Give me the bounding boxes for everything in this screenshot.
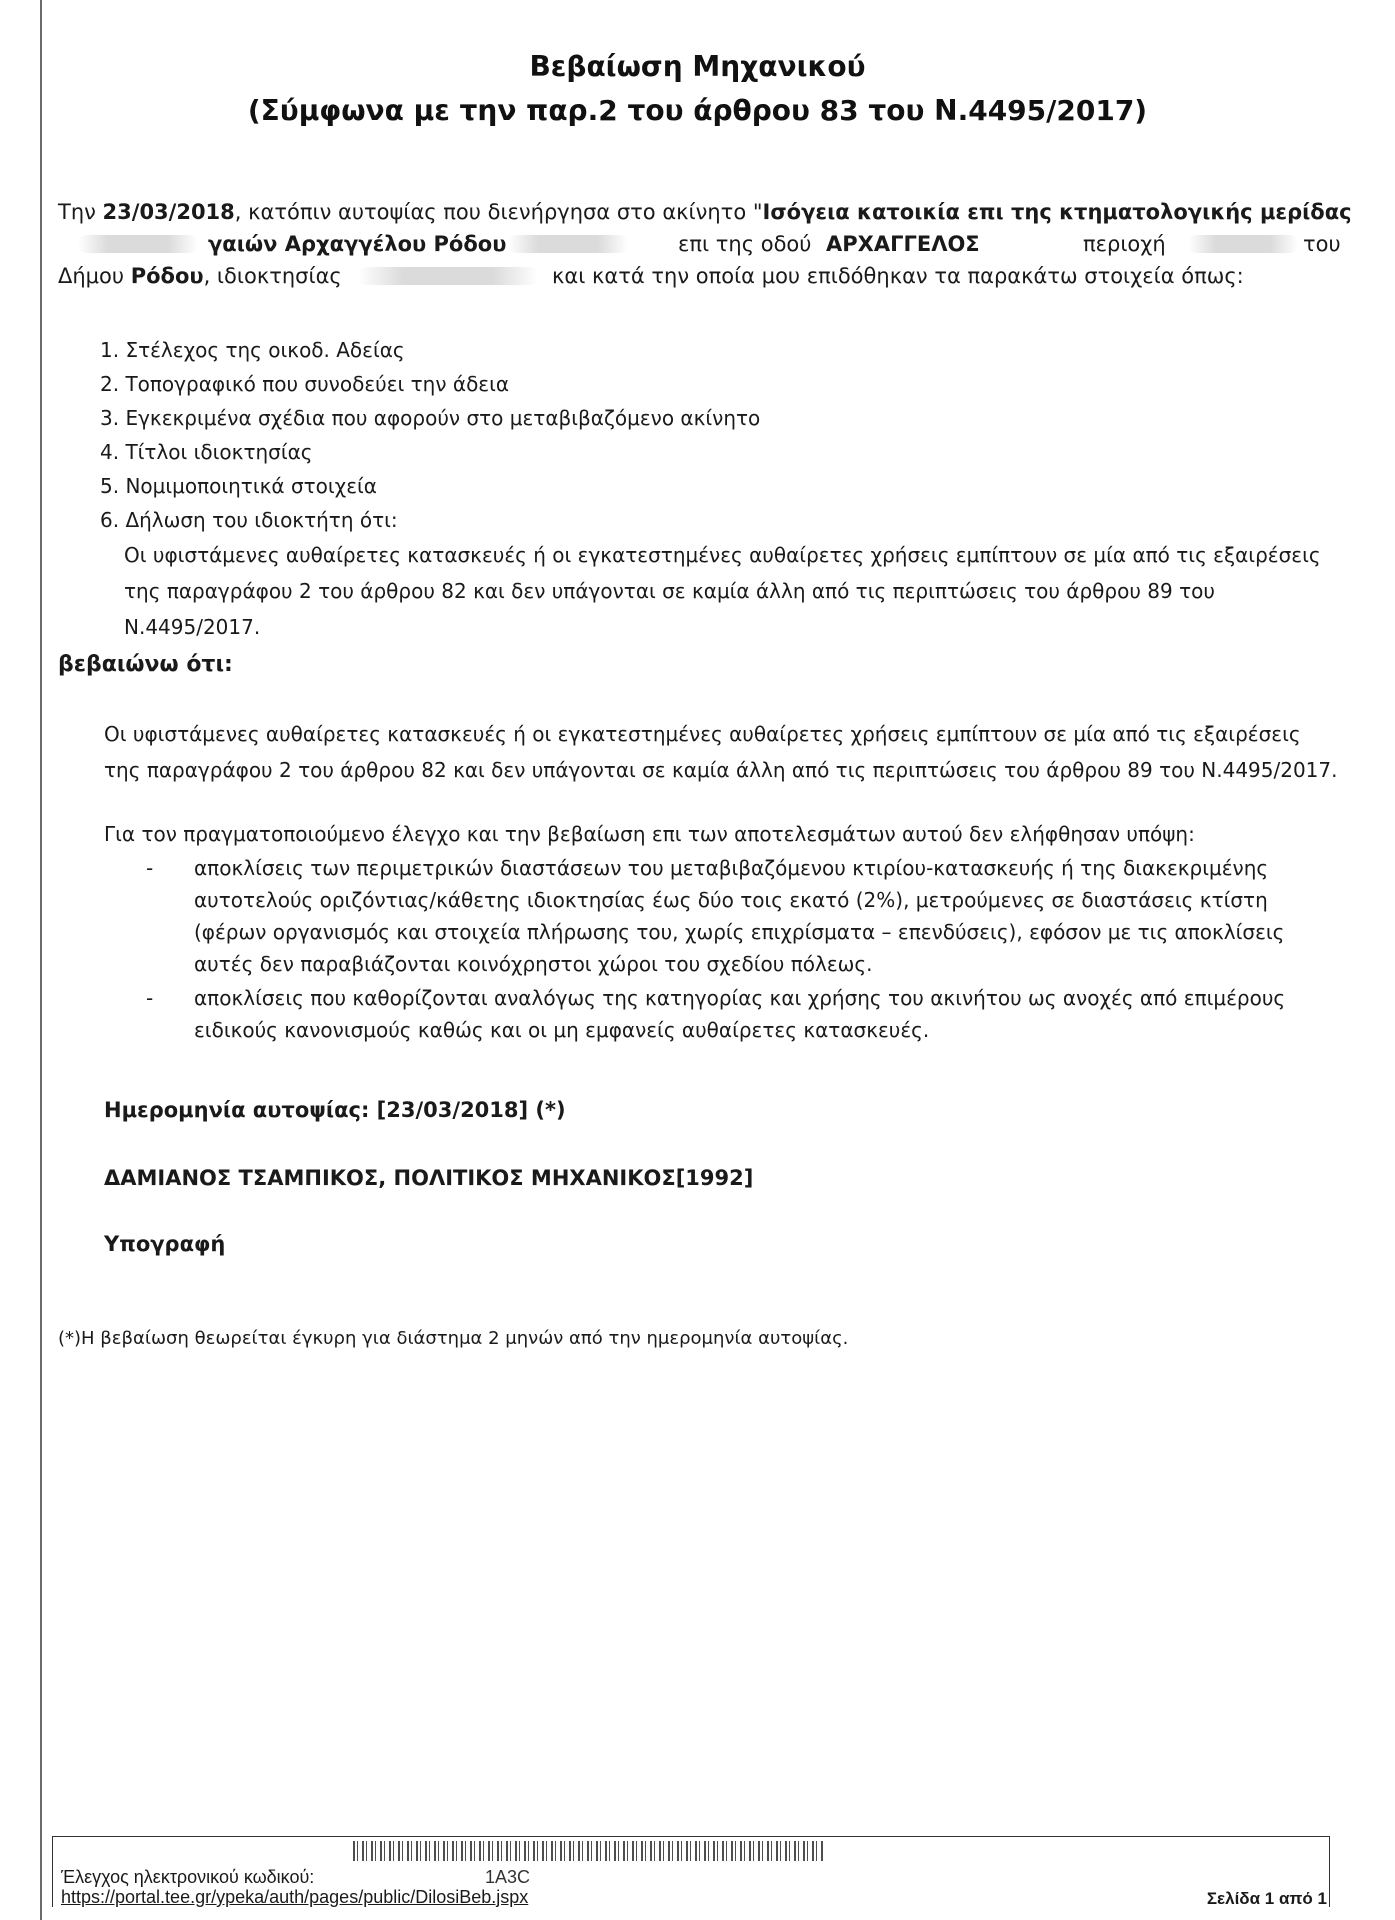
street-label: επι της οδού — [678, 232, 812, 256]
street-name: ΑΡΧΑΓΓΕΛΟΣ — [826, 232, 980, 256]
exclusions-list — [146, 852, 1346, 1048]
property-description: Ισόγεια κατοικία επι της κτηματολογικής μερίδας — [762, 200, 1352, 224]
footer — [52, 1836, 1330, 1907]
owner-declaration: Οι υφιστάμενες αυθαίρετες κατασκευές ή οι εγκατεστημένες αυθαίρετες χρήσεις εμπίπτουν σε μία από τις εξαιρέσεις της παραγράφου 2 του άρθρου 82 και δεν υπάγονται σε καμία άλλη από τις περιπτώσεις του άρθρου 89 του Ν.4495/2017. — [124, 543, 1321, 639]
certify-text: Οι υφιστάμενες αυθαίρετες κατασκευές ή οι εγκατεστημένες αυθαίρετες χρήσεις εμπίπτουν σε μία από τις εξαιρέσεις της παραγράφου 2 του άρθρου 82 και δεν υπάγονται σε καμία άλλη από τις περιπτώσεις του άρθρου 89 του Ν.4495/2017. — [104, 722, 1338, 782]
barcode-image — [353, 1841, 823, 1861]
intro-text: Δήμου — [58, 264, 131, 288]
intro-line-1 — [58, 196, 1352, 228]
intro-line-2 — [58, 228, 1343, 260]
document-title: Βεβαίωση Μηχανικού — [529, 50, 866, 83]
list-item: 5. Νομιμοποιητικά στοιχεία — [100, 474, 377, 498]
list-item: 2. Τοπογραφικό που συνοδεύει την άδεια — [100, 372, 510, 396]
engineer-name: ΔΑΜΙΑΝΟΣ ΤΣΑΜΠΙΚΟΣ, ΠΟΛΙΤΙΚΟΣ ΜΗΧΑΝΙΚΟΣ[1992] — [104, 1166, 754, 1190]
documents-list — [100, 333, 1340, 645]
list-item: 3. Εγκεκριμένα σχέδια που αφορούν στο μεταβιβαζόμενο ακίνητο — [100, 406, 761, 430]
intro-text: Την — [58, 200, 103, 224]
redacted-text — [358, 267, 538, 285]
municipality: Ρόδου — [130, 264, 204, 288]
check-code: 1A3C — [485, 1867, 531, 1887]
check-code-label: Έλεγχος ηλεκτρονικού κωδικού: — [61, 1867, 315, 1887]
list-item — [146, 852, 1346, 980]
intro-text: και κατά την οποία μου επιδόθηκαν τα παρακάτω στοιχεία όπως: — [552, 264, 1244, 288]
redacted-text — [1188, 235, 1298, 253]
exclusion-text: αποκλίσεις που καθορίζονται αναλόγως της κατηγορίας και χρήσης του ακινήτου ως ανοχές από επιμέρους ειδικούς κανονισμούς καθώς και οι μη εμφανείς αυθαίρετες κατασκευές. — [194, 986, 1286, 1042]
list-item: 6. Δήλωση του ιδιοκτήτη ότι: — [100, 508, 398, 532]
list-item — [146, 982, 1346, 1046]
intro-text: , κατόπιν αυτοψίας που διενήργησα στο ακίνητο " — [234, 200, 763, 224]
bullet-dash: - — [146, 986, 154, 1010]
area-label: περιοχή — [1083, 232, 1166, 256]
list-item: 1. Στέλεχος της οικοδ. Αδείας — [100, 338, 405, 362]
bullet-dash: - — [146, 856, 154, 880]
inspection-date: Ημερομηνία αυτοψίας: [23/03/2018] (*) — [104, 1098, 566, 1122]
list-item: 4. Τίτλοι ιδιοκτησίας — [100, 440, 313, 464]
exclusion-text: αποκλίσεις των περιμετρικών διαστάσεων του μεταβιβαζόμενου κτιρίου-κατασκευής ή της διακεκριμένης αυτοτελούς οριζόντιας/κάθετης ιδιοκτησίας έως δύο τοις εκατό (2%), μετρούμενες σε διαστάσεις κτίστη (φέρων οργανισμός και στοιχεία πλήρωσης του, χωρίς επιχρίσματα – επενδύσεις), εφόσον με τις αποκλίσεις αυτές δεν παραβιάζονται κοινόχρηστοι χώροι του σχεδίου πόλεως. — [194, 856, 1285, 976]
check-intro: Για τον πραγματοποιούμενο έλεγχο και την βεβαίωση επι των αποτελεσμάτων αυτού δεν ελήφθησαν υπόψη: — [104, 822, 1195, 846]
page-left-edge — [40, 0, 42, 1920]
owner-label: , ιδιοκτησίας — [203, 264, 342, 288]
redacted-text — [78, 235, 198, 253]
intro-text: του — [1303, 232, 1341, 256]
certify-heading: βεβαιώνω ότι: — [58, 652, 233, 677]
document-subtitle: (Σύμφωνα με την παρ.2 του άρθρου 83 του Ν.4495/2017) — [247, 94, 1148, 127]
redacted-text — [508, 235, 628, 253]
footnote: (*)Η βεβαίωση θεωρείται έγκυρη για διάστημα 2 μηνών από την ημερομηνία αυτοψίας. — [58, 1328, 849, 1349]
intro-date: 23/03/2018 — [102, 200, 235, 224]
signature-label: Υπογραφή — [104, 1232, 226, 1256]
intro-line-3 — [58, 260, 1343, 292]
property-location: γαιών Αρχαγγέλου Ρόδου — [208, 232, 507, 256]
intro-paragraph — [58, 196, 1352, 292]
page-number: Σελίδα 1 από 1 — [1206, 1889, 1327, 1908]
verification-url[interactable]: https://portal.tee.gr/ypeka/auth/pages/public/DilosiBeb.jspx — [61, 1887, 529, 1907]
